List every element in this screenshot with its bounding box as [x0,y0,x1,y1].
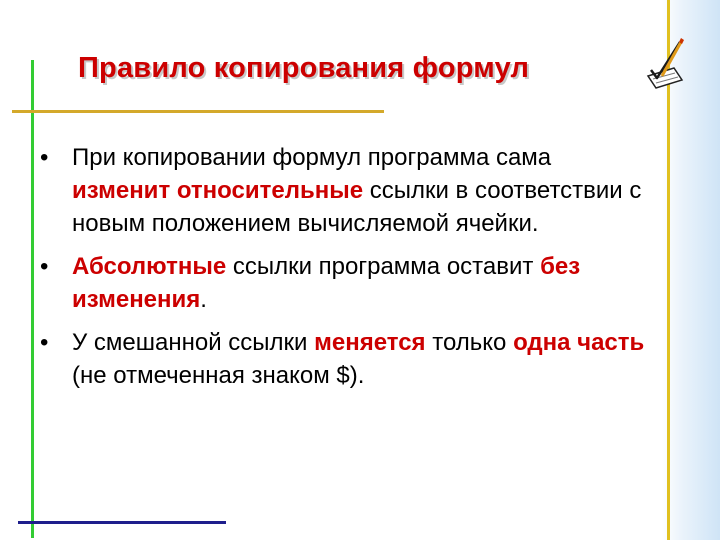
bullet-2-text-end: . [200,286,207,313]
bullet-item-1 [40,141,656,240]
bullet-2-highlight-2: без изменения [72,253,581,313]
bullet-1-highlight: изменит относительные [72,177,364,204]
bullet-dot: • [40,329,49,356]
bullet-3-text: У смешанной ссылки [72,329,315,356]
bullet-1-text: При копировании формул программа сама [72,144,552,171]
bullet-item-2 [40,250,656,316]
bullet-3-highlight: меняется [314,329,426,356]
bullet-item-3 [40,326,656,392]
gold-horizontal-rule [12,110,384,113]
navy-horizontal-rule [18,521,226,524]
bullet-2-text: ссылки программа оставит [226,253,541,280]
bullet-1-text-end: ссылки в соответствии с новым положением вычисляемой ячейки. [72,177,642,237]
bullet-3-text-2: только [425,329,514,356]
green-vertical-rule [31,60,34,538]
bullet-2-highlight: Абсолютные [72,253,227,280]
bullet-list [40,141,656,402]
pen-check-icon [642,36,686,92]
bullet-3-highlight-2: одна часть [513,329,645,356]
slide-title: Правило копирования формул [78,52,530,84]
bullet-dot: • [40,144,49,171]
bullet-dot: • [40,253,49,280]
bullet-3-text-end: (не отмеченная знаком $). [72,362,365,389]
